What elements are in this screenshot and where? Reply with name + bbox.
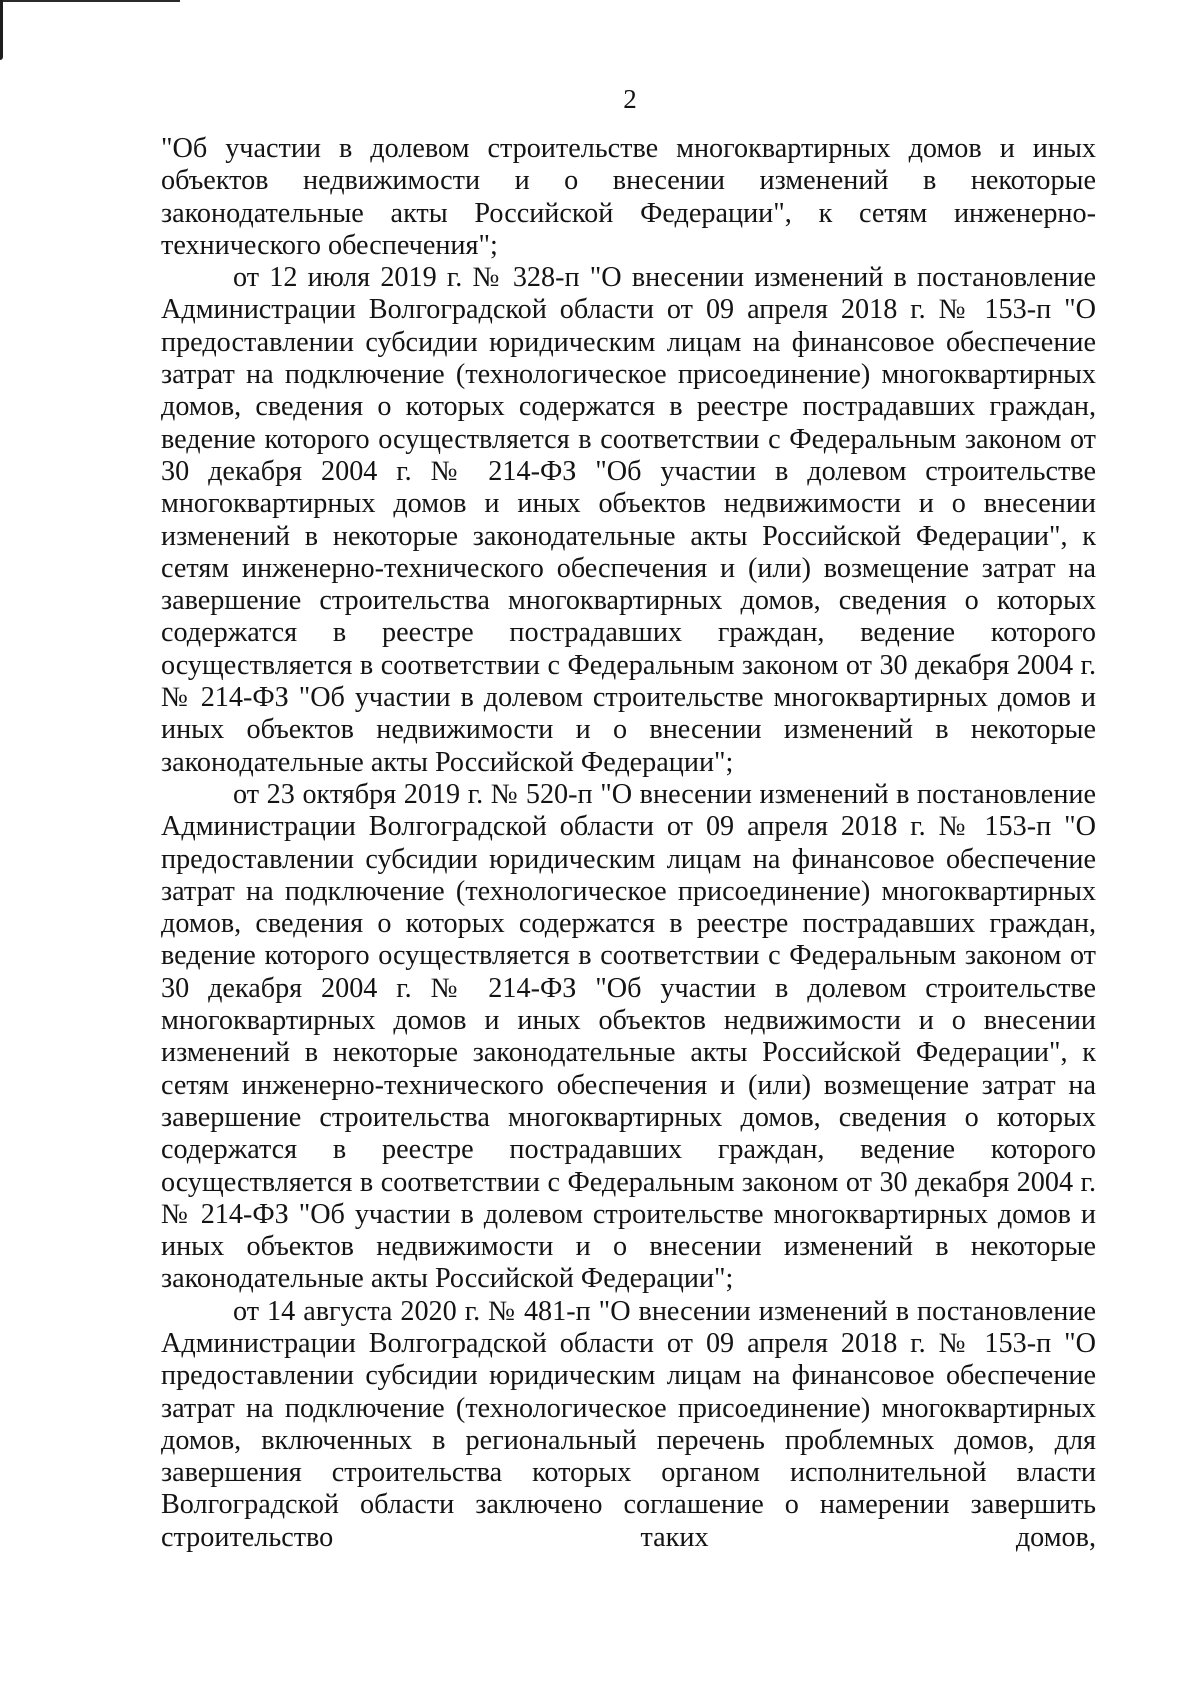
paragraph-resolution-328: от 12 июля 2019 г. № 328-п "О внесении изменений в постановление Администрации Волгоградской области от 09 апреля 2018 г. № 153-п "О предоставлении субсидии юридическим лицам на финансовое обеспечение затрат на подключение (технологическое присоединение) многоквартирных домов, сведения о которых содержатся в реестре пострадавших граждан, ведение которого осуществляется в соответствии с Федеральным законом от 30 декабря 2004 г. № 214-ФЗ "Об участии в долевом строительстве многоквартирных домов и иных объектов недвижимости и о внесении изменений в некоторые законодательные акты Российской Федерации", к сетям инженерно-технического обеспечения и (или) возмещение затрат на завершение строительства многоквартирных домов, сведения о которых содержатся в реестре пострадавших граждан, ведение которого осуществляется в соответствии с Федеральным законом от 30 декабря 2004 г. № 214-ФЗ "Об участии в долевом строительстве многоквартирных домов и иных объектов недвижимости и о внесении изменений в некоторые законодательные акты Российской Федерации"; xyxy=(161,262,1096,778)
paragraph-continuation: "Об участии в долевом строительстве многоквартирных домов и иных объектов недвижимости и о внесении изменений в некоторые законодательные акты Российской Федерации", к сетям инженерно-технического обеспечения"; xyxy=(161,133,1096,261)
page-number: 2 xyxy=(623,84,637,114)
scan-edge-left xyxy=(0,0,3,60)
scan-edge-top xyxy=(0,0,180,2)
paragraph-resolution-481: от 14 августа 2020 г. № 481-п "О внесении изменений в постановление Администрации Волгоградской области от 09 апреля 2018 г. № 153-п "О предоставлении субсидии юридическим лицам на финансовое обеспечение затрат на подключение (технологическое присоединение) многоквартирных домов, включенных в региональный перечень проблемных домов, для завершения строительства которых органом исполнительной власти Волгоградской области заключено соглашение о намерении завершить строительство таких домов, xyxy=(161,1295,1096,1553)
document-body xyxy=(161,133,1096,1554)
paragraph-resolution-520: от 23 октября 2019 г. № 520-п "О внесении изменений в постановление Администрации Волгоградской области от 09 апреля 2018 г. № 153-п "О предоставлении субсидии юридическим лицам на финансовое обеспечение затрат на подключение (технологическое присоединение) многоквартирных домов, сведения о которых содержатся в реестре пострадавших граждан, ведение которого осуществляется в соответствии с Федеральным законом от 30 декабря 2004 г. № 214-ФЗ "Об участии в долевом строительстве многоквартирных домов и иных объектов недвижимости и о внесении изменений в некоторые законодательные акты Российской Федерации", к сетям инженерно-технического обеспечения и (или) возмещение затрат на завершение строительства многоквартирных домов, сведения о которых содержатся в реестре пострадавших граждан, ведение которого осуществляется в соответствии с Федеральным законом от 30 декабря 2004 г. № 214-ФЗ "Об участии в долевом строительстве многоквартирных домов и иных объектов недвижимости и о внесении изменений в некоторые законодательные акты Российской Федерации"; xyxy=(161,778,1096,1295)
